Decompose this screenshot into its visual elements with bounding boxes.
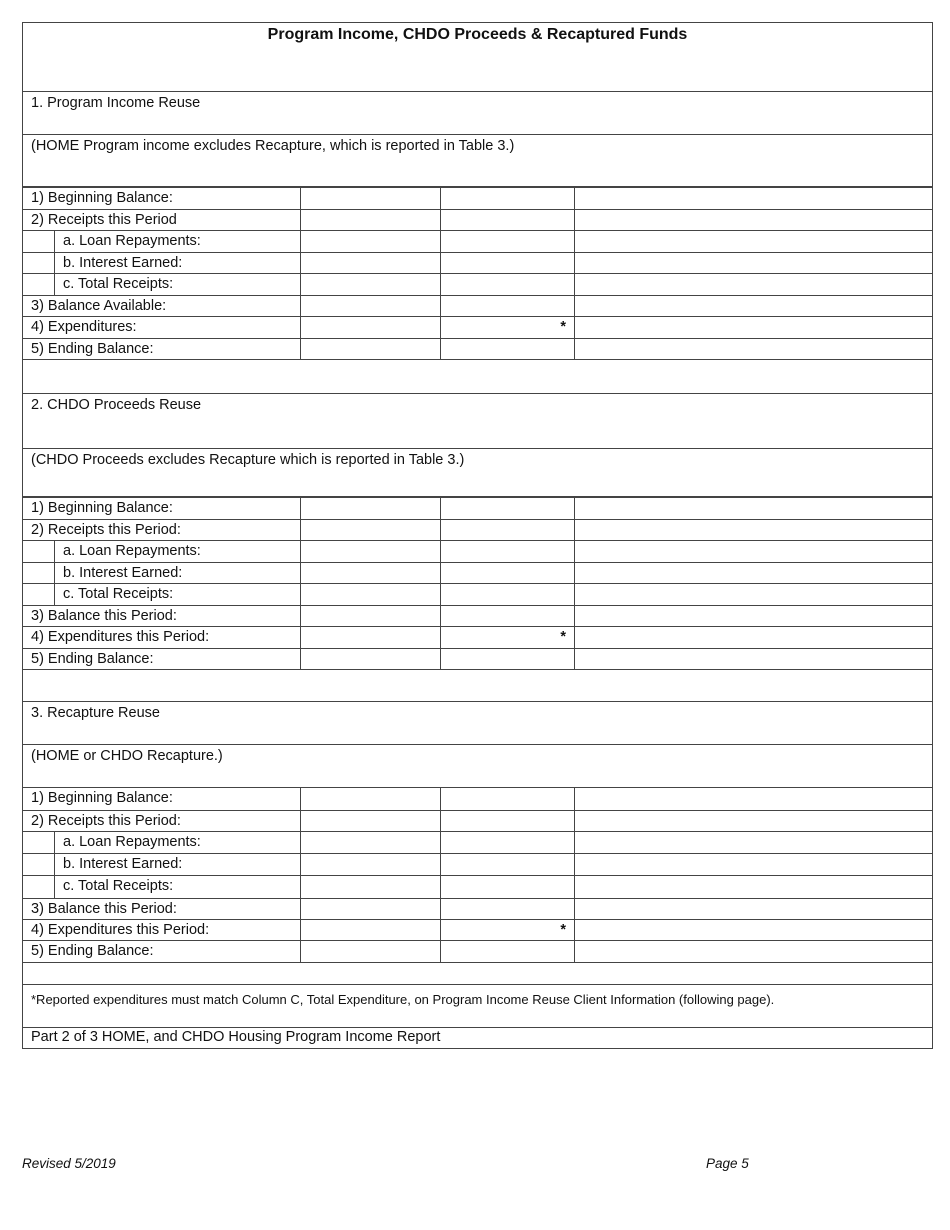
amount-field[interactable] bbox=[440, 274, 575, 295]
amount-field[interactable] bbox=[440, 899, 575, 919]
row-label: 4) Expenditures this Period: bbox=[31, 922, 210, 938]
amount-field[interactable] bbox=[440, 941, 575, 962]
section-1-note: (HOME Program income excludes Recapture, which is reported in Table 3.) bbox=[23, 134, 932, 186]
table-row bbox=[23, 338, 932, 359]
amount-field[interactable] bbox=[300, 188, 440, 209]
table-row bbox=[23, 497, 932, 519]
amount-field[interactable] bbox=[440, 788, 575, 810]
notes-field[interactable] bbox=[575, 832, 932, 853]
table-row bbox=[23, 252, 932, 273]
amount-field[interactable] bbox=[300, 649, 440, 669]
spacer-row bbox=[23, 359, 932, 393]
expenditure-asterisk[interactable]: * bbox=[440, 317, 575, 338]
amount-field[interactable] bbox=[300, 563, 440, 583]
section-3-table bbox=[23, 787, 932, 962]
notes-field[interactable] bbox=[575, 811, 932, 831]
notes-field[interactable] bbox=[575, 876, 932, 898]
notes-field[interactable] bbox=[575, 920, 932, 940]
amount-field[interactable] bbox=[300, 541, 440, 562]
row-label: 5) Ending Balance: bbox=[31, 651, 154, 667]
row-label: c. Total Receipts: bbox=[23, 584, 300, 605]
row-label: c. Total Receipts: bbox=[23, 876, 300, 898]
notes-field[interactable] bbox=[575, 788, 932, 810]
row-label: 3) Balance this Period: bbox=[31, 901, 177, 917]
table-row bbox=[23, 230, 932, 252]
amount-field[interactable] bbox=[300, 317, 440, 338]
row-label: 5) Ending Balance: bbox=[31, 341, 154, 357]
table-row bbox=[23, 273, 932, 295]
amount-field[interactable] bbox=[300, 788, 440, 810]
section-3-heading: 3. Recapture Reuse bbox=[23, 701, 932, 744]
amount-field[interactable] bbox=[300, 876, 440, 898]
amount-field[interactable] bbox=[440, 832, 575, 853]
row-label: b. Interest Earned: bbox=[23, 854, 300, 875]
revised-date: Revised 5/2019 bbox=[22, 1156, 116, 1171]
table-row bbox=[23, 648, 932, 669]
form-title: Program Income, CHDO Proceeds & Recaptured Funds bbox=[267, 26, 688, 43]
spacer-row bbox=[23, 669, 932, 701]
amount-field[interactable] bbox=[300, 274, 440, 295]
amount-field[interactable] bbox=[440, 854, 575, 875]
table-row bbox=[23, 605, 932, 626]
amount-field[interactable] bbox=[300, 811, 440, 831]
amount-field[interactable] bbox=[300, 941, 440, 962]
row-label: 1) Beginning Balance: bbox=[31, 500, 173, 516]
section-2-note: (CHDO Proceeds excludes Recapture which is reported in Table 3.) bbox=[23, 448, 932, 496]
amount-field[interactable] bbox=[440, 541, 575, 562]
table-row bbox=[23, 940, 932, 962]
row-label: 4) Expenditures this Period: bbox=[31, 629, 210, 645]
table-row bbox=[23, 583, 932, 605]
row-label: 3) Balance Available: bbox=[31, 298, 167, 314]
amount-field[interactable] bbox=[300, 498, 440, 519]
notes-field[interactable] bbox=[575, 854, 932, 875]
amount-field[interactable] bbox=[440, 811, 575, 831]
table-row bbox=[23, 853, 932, 875]
amount-field[interactable] bbox=[440, 253, 575, 273]
table-row bbox=[23, 831, 932, 853]
amount-field[interactable] bbox=[300, 584, 440, 605]
spacer-row bbox=[23, 962, 932, 984]
table-row bbox=[23, 187, 932, 209]
row-label: 4) Expenditures: bbox=[31, 319, 137, 335]
amount-field[interactable] bbox=[300, 854, 440, 875]
table-row bbox=[23, 898, 932, 919]
table-row bbox=[23, 626, 932, 648]
amount-field[interactable] bbox=[440, 649, 575, 669]
amount-field[interactable] bbox=[440, 584, 575, 605]
amount-field[interactable] bbox=[440, 188, 575, 209]
amount-field[interactable] bbox=[300, 627, 440, 648]
section-1-table bbox=[23, 186, 932, 359]
section-1-heading: 1. Program Income Reuse bbox=[23, 91, 932, 134]
table-row bbox=[23, 875, 932, 898]
row-label: a. Loan Repayments: bbox=[23, 231, 300, 252]
amount-field[interactable] bbox=[300, 920, 440, 940]
table-row bbox=[23, 919, 932, 940]
amount-field[interactable] bbox=[300, 210, 440, 230]
expenditure-asterisk[interactable]: * bbox=[440, 920, 575, 940]
amount-field[interactable] bbox=[300, 231, 440, 252]
row-label: 1) Beginning Balance: bbox=[31, 190, 173, 206]
row-label: 5) Ending Balance: bbox=[31, 943, 154, 959]
amount-field[interactable] bbox=[300, 606, 440, 626]
row-label: 2) Receipts this Period: bbox=[31, 522, 181, 538]
row-label: c. Total Receipts: bbox=[23, 274, 300, 295]
section-2-table bbox=[23, 496, 932, 669]
table-row bbox=[23, 810, 932, 831]
amount-field[interactable] bbox=[440, 498, 575, 519]
section-3-note: (HOME or CHDO Recapture.) bbox=[23, 744, 932, 787]
row-label: 2) Receipts this Period bbox=[31, 212, 177, 228]
row-label: 1) Beginning Balance: bbox=[31, 790, 173, 806]
row-label: 2) Receipts this Period: bbox=[31, 813, 181, 829]
amount-field[interactable] bbox=[300, 253, 440, 273]
amount-field[interactable] bbox=[300, 339, 440, 359]
income-report-form bbox=[22, 22, 933, 1049]
row-label: a. Loan Repayments: bbox=[23, 541, 300, 562]
table-row bbox=[23, 788, 932, 810]
table-row bbox=[23, 209, 932, 230]
amount-field[interactable] bbox=[300, 296, 440, 316]
row-label: b. Interest Earned: bbox=[23, 253, 300, 273]
row-label: b. Interest Earned: bbox=[23, 563, 300, 583]
amount-field[interactable] bbox=[300, 899, 440, 919]
amount-field[interactable] bbox=[440, 231, 575, 252]
table-row bbox=[23, 562, 932, 583]
amount-field[interactable] bbox=[440, 876, 575, 898]
expenditure-asterisk[interactable]: * bbox=[440, 627, 575, 648]
table-row bbox=[23, 519, 932, 540]
footnote: *Reported expenditures must match Column C, Total Expenditure, on Program Income Reuse Client Information (following page). bbox=[23, 984, 932, 1027]
notes-field[interactable] bbox=[575, 899, 932, 919]
amount-field[interactable] bbox=[300, 520, 440, 540]
part-label: Part 2 of 3 HOME, and CHDO Housing Program Income Report bbox=[23, 1027, 932, 1048]
amount-field[interactable] bbox=[440, 339, 575, 359]
table-row bbox=[23, 540, 932, 562]
row-label: 3) Balance this Period: bbox=[31, 608, 177, 624]
amount-field[interactable] bbox=[440, 563, 575, 583]
page-number: Page 5 bbox=[706, 1156, 749, 1171]
amount-field[interactable] bbox=[440, 296, 575, 316]
table-row bbox=[23, 316, 932, 338]
amount-field[interactable] bbox=[440, 520, 575, 540]
section-2-heading: 2. CHDO Proceeds Reuse bbox=[23, 393, 932, 448]
notes-field[interactable] bbox=[575, 941, 932, 962]
amount-field[interactable] bbox=[440, 210, 575, 230]
row-label: a. Loan Repayments: bbox=[23, 832, 300, 853]
table-row bbox=[23, 295, 932, 316]
amount-field[interactable] bbox=[440, 606, 575, 626]
amount-field[interactable] bbox=[300, 832, 440, 853]
